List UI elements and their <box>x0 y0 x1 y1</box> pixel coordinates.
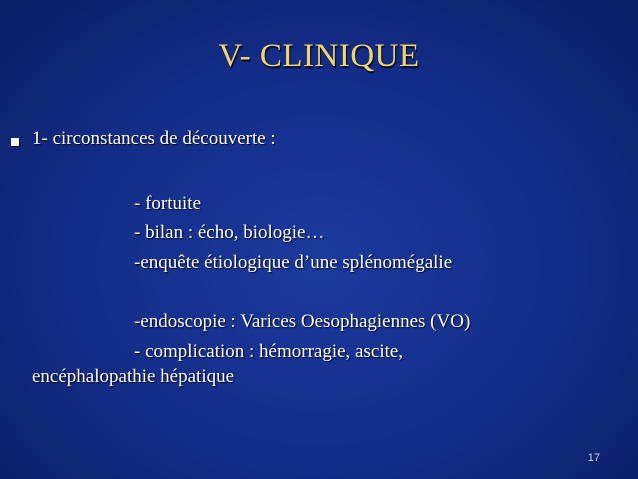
line-fortuite: - fortuite <box>134 193 202 214</box>
line-endoscopie: -endoscopie : Varices Oesophagiennes (VO) <box>134 311 471 332</box>
page-number: 17 <box>587 452 600 464</box>
line-bilan: - bilan : écho, biologie… <box>134 222 325 243</box>
line-enquete: -enquête étiologique d’une splénomégalie <box>134 252 453 273</box>
line-encephalopathie: encéphalopathie hépatique <box>32 366 235 387</box>
square-bullet-icon <box>11 138 19 146</box>
slide-title: V- CLINIQUE <box>218 38 420 74</box>
line-complication: - complication : hémorragie, ascite, <box>134 341 404 362</box>
bullet-heading: 1- circonstances de découverte : <box>32 128 276 149</box>
